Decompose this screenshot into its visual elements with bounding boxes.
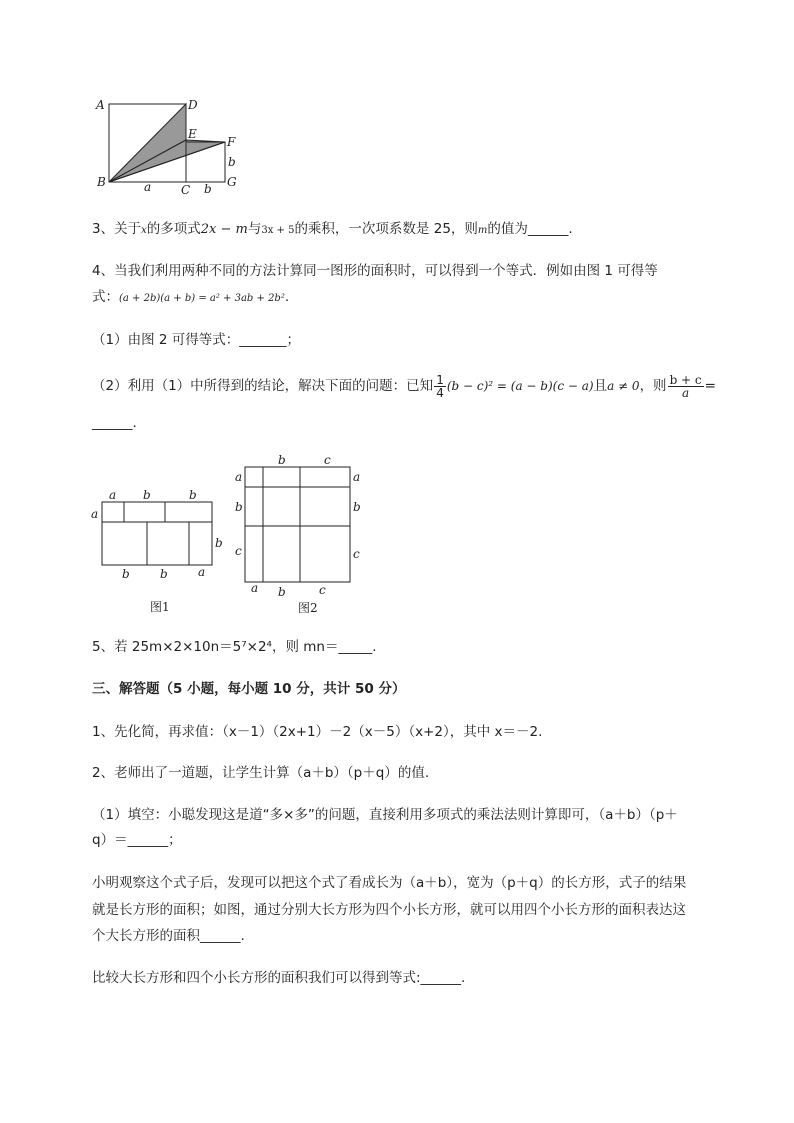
frac1-num: 1 — [436, 372, 444, 387]
fig2-right-label-b: b — [353, 500, 361, 514]
q4-sub2-eq: = — [704, 378, 716, 394]
question-4-sub2-blank: ______. — [92, 415, 137, 431]
fig2-bottom-label-b: b — [278, 585, 286, 599]
frac1-den: 4 — [436, 385, 444, 400]
fraction-b-plus-c-over-a — [668, 374, 704, 399]
frac2-den: a — [682, 385, 690, 400]
q4-line2-suffix: . — [284, 289, 290, 305]
question-4-line2 — [92, 288, 289, 308]
question-4-sub1: （1）由图 2 可得等式：_______； — [92, 332, 301, 348]
fig2-top-label-b: b — [278, 453, 286, 467]
q3-mid3: 的乘积，一次项系数是 25，则 — [294, 221, 478, 237]
problem-2-sub1-line2: q）＝______； — [92, 832, 182, 848]
fig2-left-label-c: c — [235, 544, 242, 558]
q3-poly2: 3x + 5 — [261, 225, 295, 236]
fig1-top-label-a: a — [109, 488, 117, 502]
label-b-bottom: b — [204, 182, 212, 196]
q4-formula: (a + 2b)(a + b) = a² + 3ab + 2b² — [119, 293, 285, 304]
label-E: E — [188, 127, 197, 141]
label-a: a — [144, 180, 152, 194]
fig1-bottom-label-a: a — [198, 565, 206, 579]
shaded-triangle-bde — [109, 104, 186, 182]
fig2-left-label-b: b — [235, 500, 243, 514]
fig2-left-label-a: a — [235, 470, 243, 484]
label-D: D — [188, 98, 198, 112]
label-F: F — [227, 135, 236, 149]
label-b-side: b — [228, 155, 236, 169]
question-4-line1: 4、当我们利用两种不同的方法计算同一图形的面积时，可以得到一个等式．例如由图 1 可得等 — [92, 263, 658, 279]
fig1-caption: 图1 — [150, 600, 170, 614]
q4-line2-prefix: 式： — [92, 289, 119, 305]
problem-2-sub1-line1: （1）填空：小聪发现这是道“多×多”的问题，直接利用多项式的乘法法则计算即可，（a＋b）（p＋ — [92, 807, 678, 823]
question-5: 5、若 25m×2×10n＝5⁷×2⁴，则 mn＝_____. — [92, 639, 377, 655]
problem-2-last: 比较大长方形和四个小长方形的面积我们可以得到等式:______. — [92, 970, 466, 986]
q3-mid2: 与 — [247, 221, 262, 237]
fig2-bottom-label-c: c — [319, 583, 326, 597]
fig1-left-label: a — [91, 507, 99, 521]
problem-2: 2、老师出了一道题，让学生计算（a＋b）（p＋q）的值. — [92, 765, 430, 781]
fig2-outer-rect — [245, 467, 350, 582]
problem-2-para-line1: 小明观察这个式子后，发现可以把这个式了看成长为（a＋b），宽为（p＋q）的长方形，式子的结果 — [92, 875, 687, 891]
label-B: B — [97, 175, 106, 189]
q4-sub2-cond: a ≠ 0 — [607, 379, 640, 393]
label-C: C — [181, 183, 191, 196]
label-G: G — [227, 175, 237, 189]
q3-suffix: 的值为______. — [487, 221, 573, 237]
question-3 — [92, 220, 573, 240]
question-4-sub2 — [92, 372, 716, 400]
fig2-bottom-label-a: a — [251, 581, 259, 595]
q3-var-x: x — [141, 225, 147, 236]
section-3-heading: 三、解答题（5 小题，每小题 10 分，共计 50 分） — [92, 681, 406, 697]
fig2-right-label-c: c — [353, 547, 360, 561]
fig1-outer-rect — [102, 502, 212, 565]
q4-sub2-mid2: ，则 — [639, 378, 667, 394]
problem-1: 1、先化简，再求值：（x－1）（2x+1）－2（x－5）（x+2），其中 x＝－2. — [92, 724, 543, 740]
fig2-top-label-c: c — [324, 453, 331, 467]
fig1-bottom-label-b1: b — [122, 567, 130, 581]
figure-2 — [228, 452, 368, 620]
q3-mid1: 的多项式 — [146, 221, 201, 237]
fraction-one-quarter — [434, 374, 446, 399]
q4-sub2-prefix: （2）利用（1）中所得到的结论，解决下面的问题：已知 — [92, 378, 434, 394]
q3-poly1: 2x − m — [200, 222, 248, 237]
frac2-num: b + c — [669, 372, 702, 387]
fig1-top-label-b1: b — [143, 488, 151, 502]
q3-var-m: m — [477, 225, 488, 236]
fig1-right-label: b — [215, 536, 223, 550]
fig2-right-label-a: a — [353, 470, 361, 484]
figure-1 — [88, 485, 228, 620]
fig1-top-label-b2: b — [189, 488, 197, 502]
geometry-figure-squares — [92, 96, 252, 196]
problem-2-para-line2: 就是长方形的面积；如图，通过分别大长方形为四个小长方形，就可以用四个小长方形的面积表达这 — [92, 902, 686, 918]
problem-2-para-line3: 个大长方形的面积______. — [92, 928, 245, 944]
fig1-bottom-label-b2: b — [160, 567, 168, 581]
fig2-caption: 图2 — [298, 601, 318, 615]
q4-sub2-formula: (b − c)² = (a − b)(c − a) — [446, 379, 594, 393]
q4-sub2-mid: 且 — [593, 378, 608, 394]
label-A: A — [96, 98, 105, 112]
q3-prefix: 3、关于 — [92, 221, 142, 237]
